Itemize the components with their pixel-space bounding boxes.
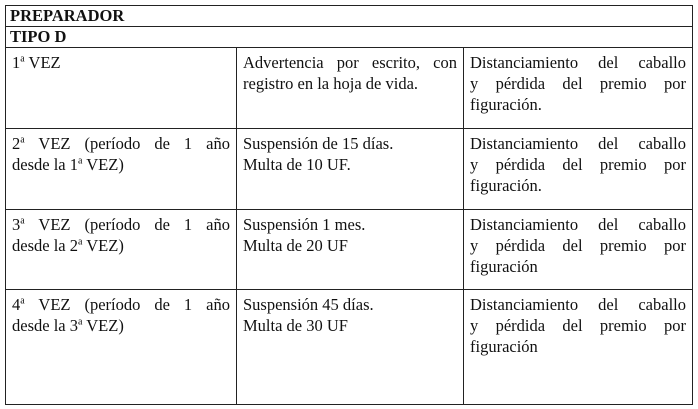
consequence-line: figuración. [470, 176, 542, 195]
sanction-line: Advertencia por escrito, con [243, 53, 457, 72]
sanction-line: Suspensión 1 mes. [243, 215, 366, 234]
occurrence-line-1 [12, 294, 230, 315]
occurrence-line-1 [12, 133, 230, 154]
occurrence-text: VEZ (período de 1 año [24, 134, 230, 153]
type-title: TIPO D [6, 27, 693, 48]
sanction-cell [237, 290, 464, 405]
occurrence-number: 3 [69, 316, 78, 335]
occurrence-superscript: a [20, 53, 25, 65]
occurrence-line-2 [12, 235, 230, 256]
header-row-type [6, 27, 693, 48]
occurrence-number: 2 [69, 236, 78, 255]
consequence-line: Distanciamiento del caballo [470, 134, 686, 153]
occurrence-text: VEZ) [82, 236, 124, 255]
occurrence-text: VEZ (período de 1 año [24, 295, 230, 314]
consequence-line: y pérdida del premio por [470, 155, 686, 174]
table-row [6, 48, 693, 129]
consequence-line: figuración [470, 257, 538, 276]
occurrence-number: 1 [69, 155, 78, 174]
consequence-line: Distanciamiento del caballo [470, 215, 686, 234]
consequence-line: figuración [470, 337, 538, 356]
occurrence-number: 1 [12, 53, 21, 72]
occurrence-text: VEZ) [82, 316, 124, 335]
occurrence-number: 4 [12, 295, 21, 314]
consequence-line: Distanciamiento del caballo [470, 295, 686, 314]
sanction-line: Suspensión 45 días. [243, 295, 374, 314]
occurrence-line-2 [12, 154, 230, 175]
occurrence-line-1 [12, 52, 230, 73]
sanction-line: registro en la hoja de vida. [243, 74, 419, 93]
occurrence-number: 2 [12, 134, 21, 153]
sanction-cell [237, 210, 464, 290]
sanction-line: Multa de 10 UF. [243, 155, 351, 174]
occurrence-number: 3 [12, 215, 21, 234]
occurrence-cell [6, 129, 237, 210]
consequence-cell [464, 210, 693, 290]
occurrence-text: desde la [12, 155, 70, 174]
sanctions-document [5, 5, 692, 405]
consequence-line: y pérdida del premio por [470, 74, 686, 93]
occurrence-superscript: a [77, 155, 83, 167]
consequence-cell [464, 129, 693, 210]
occurrence-text: VEZ [24, 53, 61, 72]
section-title: PREPARADOR [6, 6, 693, 27]
sanctions-table [5, 5, 693, 405]
occurrence-line-1 [12, 214, 230, 235]
occurrence-cell [6, 290, 237, 405]
occurrence-text: desde la [12, 316, 70, 335]
consequence-cell [464, 48, 693, 129]
consequence-line: figuración. [470, 95, 542, 114]
sanction-line: Multa de 30 UF [243, 316, 348, 335]
occurrence-superscript: a [20, 295, 25, 307]
table-row [6, 129, 693, 210]
occurrence-line-2 [12, 315, 230, 336]
occurrence-cell [6, 210, 237, 290]
sanction-cell [237, 48, 464, 129]
occurrence-text: desde la [12, 236, 70, 255]
header-row-section [6, 6, 693, 27]
consequence-line: Distanciamiento del caballo [470, 53, 686, 72]
sanction-line: Multa de 20 UF [243, 236, 348, 255]
consequence-cell [464, 290, 693, 405]
table-row [6, 290, 693, 405]
consequence-line: y pérdida del premio por [470, 316, 686, 335]
occurrence-superscript: a [77, 236, 83, 248]
occurrence-cell [6, 48, 237, 129]
occurrence-superscript: a [77, 316, 83, 328]
consequence-line: y pérdida del premio por [470, 236, 686, 255]
occurrence-superscript: a [20, 215, 25, 227]
table-row [6, 210, 693, 290]
sanction-line: Suspensión de 15 días. [243, 134, 394, 153]
sanction-cell [237, 129, 464, 210]
occurrence-text: VEZ (período de 1 año [24, 215, 230, 234]
occurrence-superscript: a [20, 134, 25, 146]
occurrence-text: VEZ) [82, 155, 124, 174]
